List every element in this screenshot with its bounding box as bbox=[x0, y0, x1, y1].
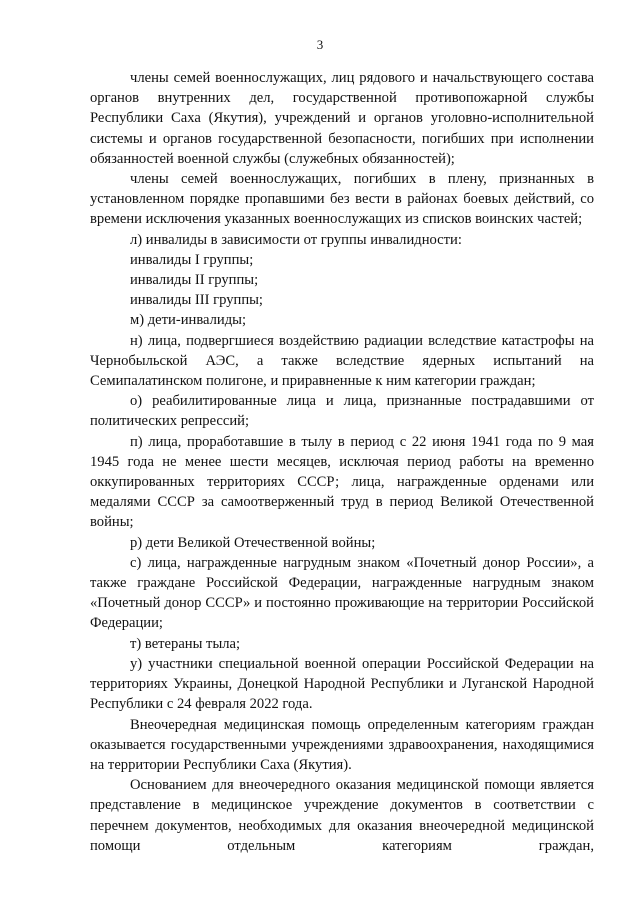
paragraph-item-u-special-operation: у) участники специальной военной операции Российской Федерации на территориях Украины, Донецкой Народной Республики и Луганской Народной Республики с 24 февраля 2022 года. bbox=[90, 655, 594, 713]
paragraph-item-m-disabled-children: м) дети-инвалиды; bbox=[130, 312, 246, 329]
paragraph-item-n-radiation: н) лица, подвергшиеся воздействию радиации вследствие катастрофы на Чернобыльской АЭС, а также вследствие ядерных испытаний на Семипалатинском полигоне, и приравненные к ним категории граждан; bbox=[90, 332, 594, 390]
paragraph-disabled-group-1: инвалиды I группы; bbox=[130, 251, 254, 268]
paragraph-item-l-disabled: л) инвалиды в зависимости от группы инвалидности: bbox=[130, 231, 462, 248]
paragraph-disabled-group-2: инвалиды II группы; bbox=[130, 272, 259, 289]
paragraph-family-members-captivity: члены семей военнослужащих, погибших в плену, признанных в установленном порядке пропавшими без вести в районах боевых действий, со времени исключения указанных военнослужащих из списков воинских частей; bbox=[90, 171, 594, 228]
paragraph-item-p-home-front: п) лица, проработавшие в тылу в период с 22 июня 1941 года по 9 мая 1945 года не менее шести месяцев, исключая период работы на временно оккупированных территориях СССР; лица, награжденные орденами или медалями СССР за самоотверженный труд в период Великой Отечественной войны; bbox=[90, 433, 594, 531]
paragraph-item-o-rehabilitated: о) реабилитированные лица и лица, признанные пострадавшими от политических репрессий; bbox=[90, 393, 594, 430]
paragraph-basis-for-priority-care: Основанием для внеочередного оказания медицинской помощи является представление в медицинское учреждение документов в соответствии с перечнем документов, необходимых для оказания внеочередной медицинской помощи отдельным категориям граждан, bbox=[90, 777, 594, 854]
paragraph-item-s-honorary-donor: с) лица, награжденные нагрудным знаком «Почетный донор России», а также граждане Российской Федерации, награжденные нагрудным знаком «Почетный донор СССР» и постоянно проживающие на территории Российской Федерации; bbox=[90, 554, 594, 632]
page-number: 3 bbox=[316, 37, 324, 52]
paragraph-item-t-home-front-veterans: т) ветераны тыла; bbox=[130, 635, 241, 652]
paragraph-item-r-war-children: р) дети Великой Отечественной войны; bbox=[130, 534, 376, 551]
paragraph-family-members-servicemen: члены семей военнослужащих, лиц рядового и начальствующего состава органов внутренних дел, государственной противопожарной службы Республики Саха (Якутия), учреждений и органов уголовно-исполнительной системы и органов государственной безопасности, погибших при исполнении обязанностей военной службы (служебных обязанностей); bbox=[90, 70, 594, 167]
document-body bbox=[90, 68, 594, 856]
paragraph-disabled-group-3: инвалиды III группы; bbox=[130, 292, 263, 309]
paragraph-priority-care-provision: Внеочередная медицинская помощь определенным категориям граждан оказывается государственными учреждениями здравоохранения, находящимися на территории Республики Саха (Якутия). bbox=[90, 716, 594, 773]
